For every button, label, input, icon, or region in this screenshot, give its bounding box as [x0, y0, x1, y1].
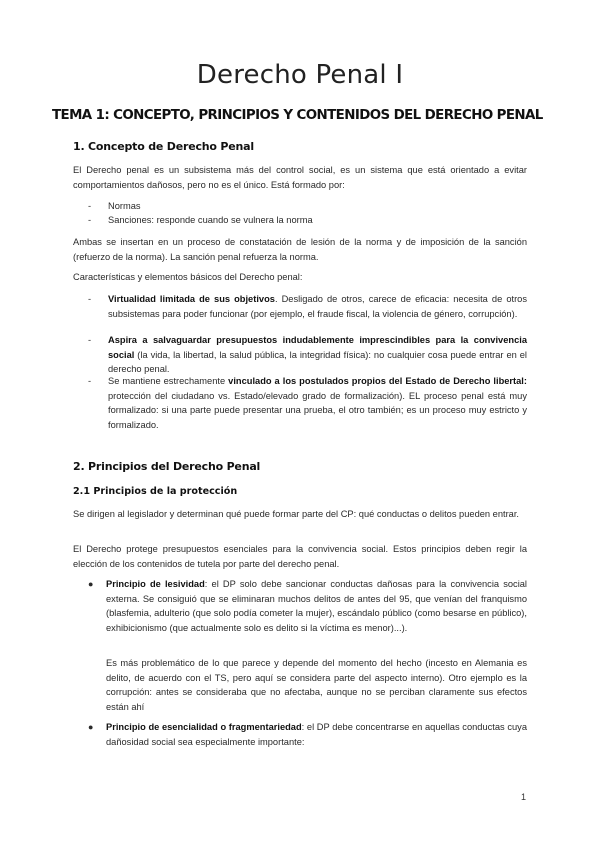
list-marker: - — [88, 294, 92, 304]
list-item-text: Normas — [108, 201, 141, 211]
list-item-text: Sanciones: responde cuando se vulnera la norma — [108, 215, 313, 225]
document-title: Derecho Penal I — [196, 60, 404, 90]
chapter-heading: TEMA 1: CONCEPTO, PRINCIPIOS Y CONTENIDOS DEL DERECHO PENAL — [52, 108, 543, 123]
principle-bold: Principio de lesividad — [106, 579, 205, 589]
list-item — [89, 199, 527, 214]
feature-item — [89, 292, 527, 321]
lesividad-note: Es más problemático de lo que parece y depende del momento del hecho (incesto en Alemania es delito, de acuerdo con el TS, pero aquí se considera parte del aspecto interno). Otro ejemplo es la corrupción: antes se consideraba que no afectaba, aunque no se perciban claramente sus efectos están ahí — [106, 658, 527, 712]
feature-rest: (la vida, la libertad, la salud pública, la integridad física): no cualquier cosa puede entrar en el derecho penal. — [108, 349, 527, 374]
principle-rest: : el DP solo debe sancionar conductas dañosas para la convivencia social externa. Se consiguió que se eliminaran muchos delitos de antes del 95, que venían del franquismo (blasfemia, adulterio (que solo podía cometer la mujer), escándalo público (como besarse en público), exhibicionismo (que actualmente solo es delito si la víctima es menor)...). — [106, 579, 527, 633]
feature-bold: vinculado a los postulados propios del Estado de Derecho libertal: — [228, 376, 527, 386]
feature-rest: protección del ciudadano vs. Estado/elevado grado de formalización). EL proceso penal está muy formalizado: si una parte puede presentar una prueba, el otro también; es un proceso muy estricto y formalizado. — [108, 390, 527, 430]
list-marker: - — [88, 215, 92, 225]
feature-item — [89, 333, 527, 377]
section-1-intro: El Derecho penal es un subsistema más del control social, es un sistema que está orientado a evitar comportamientos dañosos, pero no es el único. Está formado por: — [73, 165, 527, 190]
section-1-paragraph-2: Ambas se insertan en un proceso de constatación de lesión de la norma y de imposición de la sanción (refuerzo de la norma). La sanción penal refuerza la norma. — [73, 237, 527, 262]
principle-rest: : el DP debe concentrarse en aquellas conductas cuya dañosidad social sea especialmente importante: — [106, 722, 527, 747]
principle-item — [88, 720, 527, 749]
feature-bold: Aspira a salvaguardar presupuestos indudablemente imprescindibles para la convivencia social — [108, 335, 527, 360]
principle-text — [106, 720, 527, 749]
principle-bold: Principio de esencialidad o fragmentariedad — [106, 722, 302, 732]
feature-rest: . Desligado de otros, carece de eficacia: necesita de otros subsistemas para poder funcionar (por ejemplo, el fraude fiscal, la violencia de género, corrupción). — [108, 294, 527, 319]
section-2-heading: 2. Principios del Derecho Penal — [73, 460, 261, 473]
section-2-1-heading: 2.1 Principios de la protección — [73, 486, 238, 497]
feature-pre: Se mantiene estrechamente — [108, 376, 229, 386]
section-1-heading: 1. Concepto de Derecho Penal — [73, 140, 254, 153]
feature-item — [89, 374, 527, 432]
section-1-paragraph-3: Características y elementos básicos del Derecho penal: — [73, 272, 303, 282]
list-marker: - — [88, 376, 92, 386]
list-item — [89, 213, 527, 228]
feature-text — [108, 374, 527, 432]
list-marker: - — [88, 335, 92, 345]
list-marker: - — [88, 201, 92, 211]
feature-text — [108, 333, 527, 377]
page-number: 1 — [520, 792, 526, 802]
feature-bold: Virtualidad limitada de sus objetivos — [108, 294, 275, 304]
principle-item — [88, 577, 527, 635]
section-2-paragraph-1: Se dirigen al legislador y determinan qué puede formar parte del CP: qué conductas o delitos pueden entrar. — [73, 509, 520, 519]
feature-text — [108, 292, 527, 321]
section-2-paragraph-2: El Derecho protege presupuestos esenciales para la convivencia social. Estos principios deben regir la elección de los contenidos de tutela por parte del derecho penal. — [73, 544, 527, 569]
principle-text — [106, 577, 527, 635]
bullet-marker: ● — [88, 722, 94, 732]
bullet-marker: ● — [88, 579, 94, 589]
